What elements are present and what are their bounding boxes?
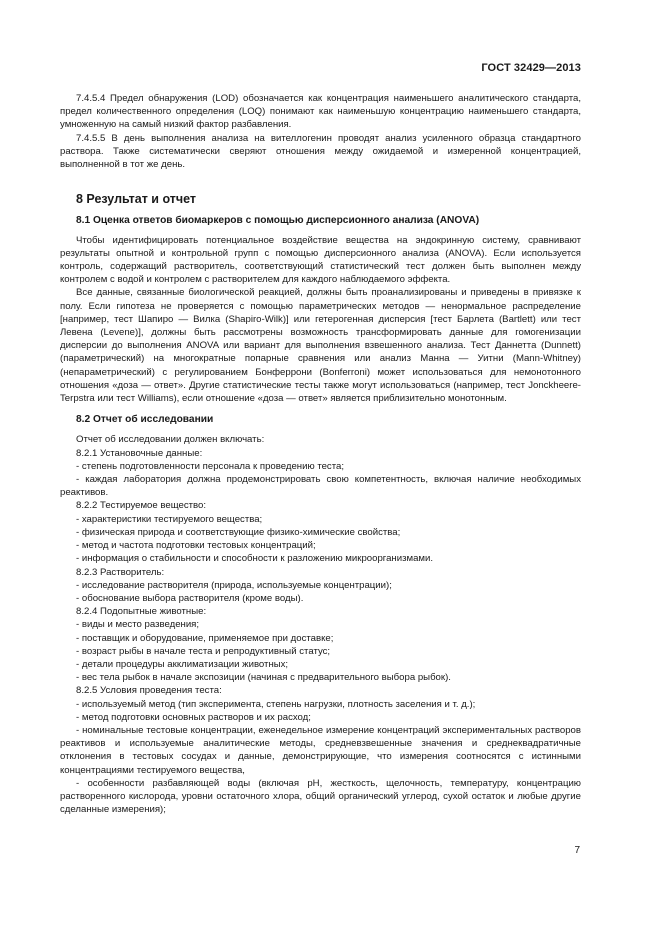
section-8-2-intro: Отчет об исследовании должен включать:: [76, 434, 265, 446]
report-requirement-line: 8.2.5 Условия проведения теста:: [76, 685, 222, 697]
report-requirement-line: 8.2.2 Тестируемое вещество:: [76, 500, 207, 512]
report-requirements-list: [60, 447, 581, 817]
report-requirement-line: - детали процедуры акклиматизации животных;: [76, 658, 289, 670]
report-requirement-line: - возраст рыбы в начале теста и репродуктивный статус;: [76, 645, 331, 657]
section-8-1-paragraph-1: Чтобы идентифицировать потенциальное воздействие вещества на эндокринную систему, сравнивают результаты опытной и контрольной групп с помощью дисперсионного анализа (ANOVA). Если используется контроль, содержащий растворитель, соответствующий статистический тест должен быть выполнен между контролем с водой и контролем с растворителем для каждого наблюдаемого эффекта.: [60, 234, 581, 286]
section-8-title: 8 Результат и отчет: [76, 192, 197, 207]
report-requirement-line: - виды и место разведения;: [76, 619, 200, 631]
section-8-1-title: 8.1 Оценка ответов биомаркеров с помощью дисперсионного анализа (ANOVA): [76, 215, 480, 227]
report-requirement-line: - метод подготовки основных растворов и их расход;: [76, 711, 311, 723]
report-requirement-line: - используемый метод (тип эксперимента, степень нагрузки, плотность заселения и т. д.);: [76, 698, 476, 710]
section-8-2-title: 8.2 Отчет об исследовании: [76, 414, 214, 426]
report-requirement-line: - обоснование выбора растворителя (кроме воды).: [76, 592, 304, 604]
report-requirement-line: - особенности разбавляющей воды (включая pH, жесткость, щелочность, температуру, концентрацию растворенного кислорода, уровни остаточного хлора, общий органический углерод, сухой остаток и любые другие сделанные измерения);: [60, 777, 581, 816]
page-number: 7: [574, 845, 580, 856]
report-requirement-line: - каждая лаборатория должна продемонстрировать свою компетентность, включая наличие необходимых реактивов.: [60, 474, 581, 499]
report-requirement-line: 8.2.1 Установочные данные:: [76, 447, 203, 459]
report-requirement-line: - характеристики тестируемого вещества;: [76, 513, 263, 525]
report-requirement-line: - вес тела рыбок в начале экспозиции (начиная с предварительного выбора рыбок).: [76, 672, 451, 684]
section-8-1-paragraph-2: Все данные, связанные биологической реакцией, должны быть проанализированы и приведены в привязке к полу. Если гипотеза не проверяется с помощью параметрических методов — ненормальное распределение [например, тест Шапиро — Вилка (Shapiro-Wilk)] или гетерогенная дисперсия [тест Барлета (Bartlett) или тест Левена (Levene)], должны быть рассмотрены возможность трансформировать данные для гомогенизации дисперсии до выполнения ANOVA или вариант для выполнения взвешенного анализа. Тест Даннетта (Dunnett) (параметрический) на многократные попарные сравнения или анализ Манна — Уитни (Mann-Whitney) (непараметрический) с регулированием Бонферрони (Bonferroni) может использоваться для немонотонного отношения «доза — ответ». Другие статистические тесты также могут использоваться (например, тест Jonckheere-Terpstra или тест Williams), если отношение «доза — ответ» является приблизительно монотонным.: [60, 287, 581, 405]
paragraph-7-4-5-5: 7.4.5.5 В день выполнения анализа на вителлогенин проводят анализ усиленного образца стандартного раствора. Также систематически сверяют отношения между ожидаемой и измеренной концентрацией, выполненной в тот же день.: [60, 132, 581, 171]
report-requirement-line: - поставщик и оборудование, применяемое при доставке;: [76, 632, 334, 644]
report-requirement-line: - исследование растворителя (природа, используемые концентрации);: [76, 579, 392, 591]
report-requirement-line: 8.2.3 Растворитель:: [76, 566, 165, 578]
document-body: [60, 92, 581, 816]
standard-header: ГОСТ 32429—2013: [481, 62, 581, 74]
report-requirement-line: - информация о стабильности и способности к разложению микроорганизмами.: [76, 553, 434, 565]
report-requirement-line: - номинальные тестовые концентрации, еженедельное измерение концентраций экспериментальных растворов реактивов и используемые аналитические методы, средневзвешенные значения и среднеквадратичные отклонения в тестовых сосудах и данные, демонстрирующие, что измерения соотносятся с истинными концентрациями тестируемого вещества,: [60, 724, 581, 776]
report-requirement-line: - метод и частота подготовки тестовых концентраций;: [76, 540, 316, 552]
report-requirement-line: - степень подготовленности персонала к проведению теста;: [76, 460, 345, 472]
report-requirement-line: - физическая природа и соответствующие физико-химические свойства;: [76, 526, 401, 538]
report-requirement-line: 8.2.4 Подопытные животные:: [76, 606, 207, 618]
paragraph-7-4-5-4: 7.4.5.4 Предел обнаружения (LOD) обозначается как концентрация наименьшего аналитического стандарта, предел количественного определения (LOQ) понимают как наименьшую концентрацию наименьшего стандарта, умноженную на самый низкий фактор разбавления.: [60, 93, 581, 131]
